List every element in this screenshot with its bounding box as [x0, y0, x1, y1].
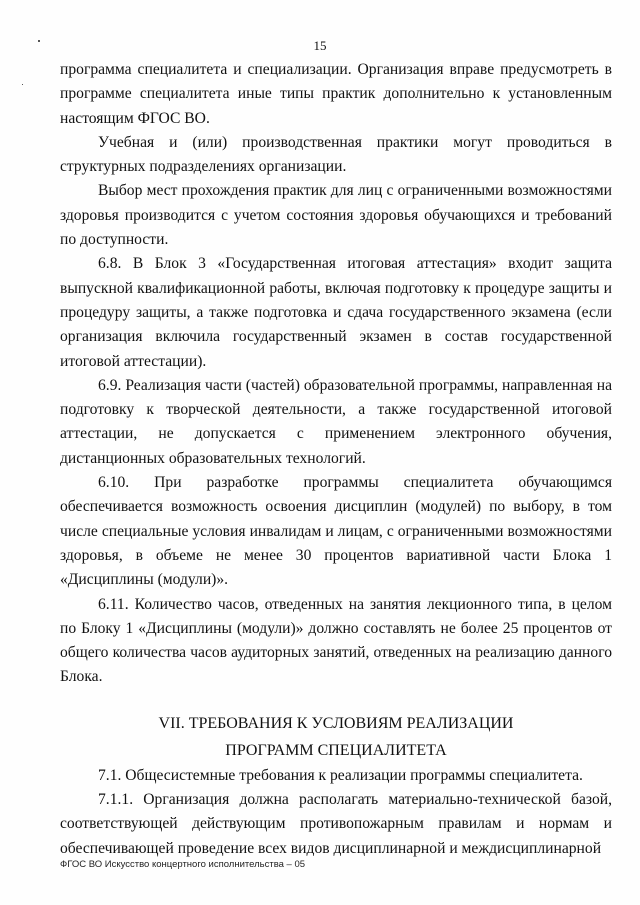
section-heading-line-1: VII. ТРЕБОВАНИЯ К УСЛОВИЯМ РЕАЛИЗАЦИИ — [158, 714, 514, 732]
paragraph-practice-accessibility: Выбор мест прохождения практик для лиц с ограниченными возможностями здоровья производится с учетом состояния здоровья обучающихся и требований по доступности. — [60, 182, 612, 249]
page-number: 15 — [313, 38, 327, 53]
paragraph-6-9: 6.9. Реализация части (частей) образовательной программы, направленная на подготовку к творческой деятельности, а также государственной итоговой аттестации, не допускается с применением электронного обучения, дистанционных образовательных технологий. — [60, 376, 612, 467]
paragraph-7-1: 7.1. Общесистемные требования к реализации программы специалитета. — [98, 766, 583, 784]
page-footer: ФГОС ВО Искусство концертного исполнительства – 05 — [60, 859, 306, 870]
paragraph-7-1-1: 7.1.1. Организация должна располагать материально-технической базой, соответствующей действующим противопожарным правилам и нормам и обеспечивающей проведение всех видов дисциплинарной и междисциплинарной — [60, 791, 612, 857]
paragraph-practice-units: Учебная и (или) производственная практики могут проводиться в структурных подразделениях организации. — [60, 133, 612, 176]
document-body — [60, 58, 612, 861]
section-heading-line-2: ПРОГРАММ СПЕЦИАЛИТЕТА — [225, 741, 447, 759]
paragraph-continuation: программа специалитета и специализации. Организация вправе предусмотреть в программе специалитета иные типы практик дополнительно к установленным настоящим ФГОС ВО. — [60, 61, 612, 127]
section-heading — [60, 710, 612, 764]
paragraph-6-8: 6.8. В Блок 3 «Государственная итоговая аттестация» входит защита выпускной квалификационной работы, включая подготовку к процедуре защиты и процедуру защиты, а также подготовка и сдача государственного экзамена (если организация включила государственный экзамен в состав государственной итоговой аттестации). — [60, 255, 612, 370]
paragraph-6-10: 6.10. При разработке программы специалитета обучающимся обеспечивается возможность освоения дисциплин (модулей) по выбору, в том числе специальные условия инвалидам и лицам, с ограниченными возможностями здоровья, в объеме не менее 30 процентов вариативной части Блока 1 «Дисциплины (модули)». — [60, 474, 612, 589]
paragraph-6-11: 6.11. Количество часов, отведенных на занятия лекционного типа, в целом по Блоку 1 «Дисциплины (модули)» должно составлять не более 25 процентов от общего количества часов аудиторных занятий, отведенных на реализацию данного Блока. — [60, 595, 612, 686]
scan-speck — [22, 84, 23, 85]
